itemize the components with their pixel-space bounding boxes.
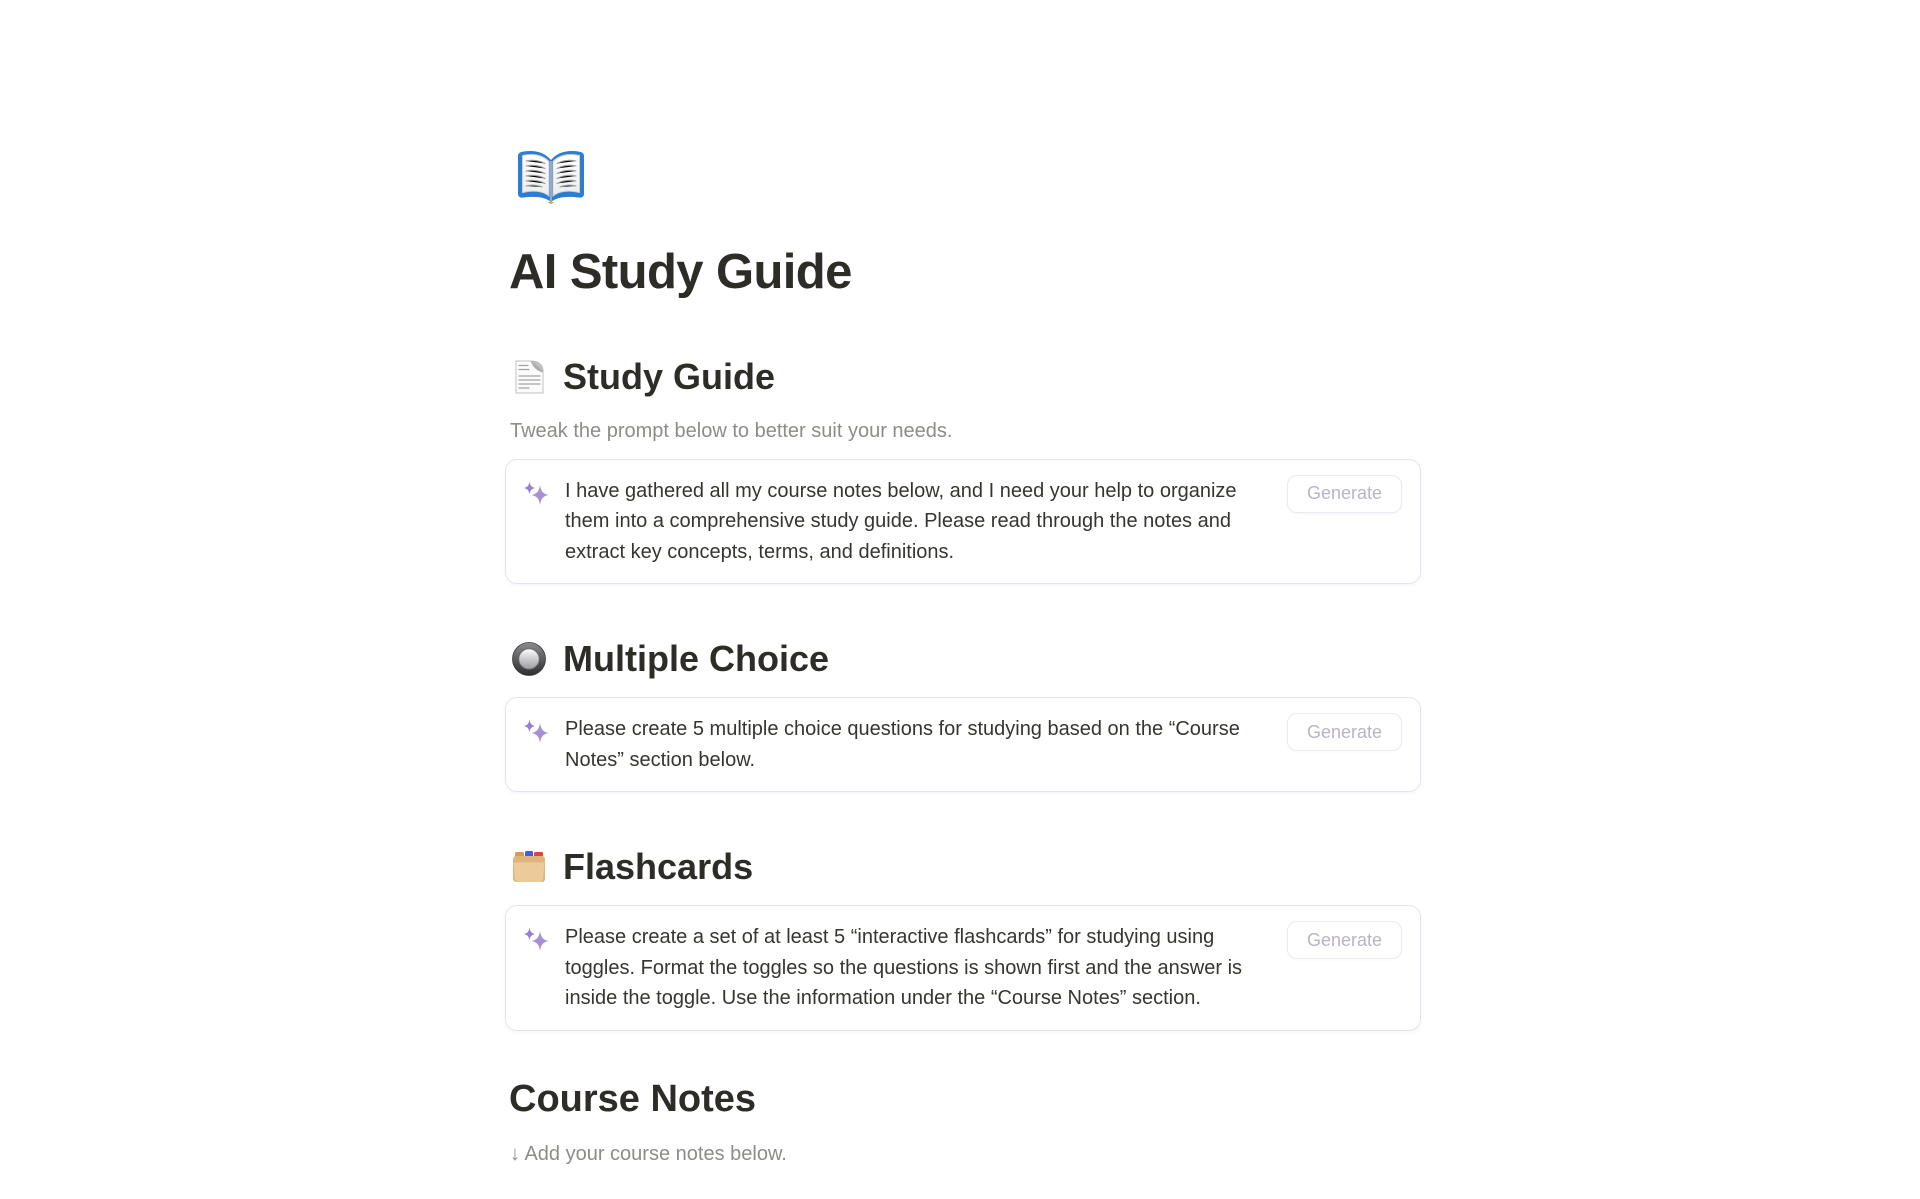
section-heading-course-notes[interactable]: Course Notes	[509, 1077, 757, 1120]
section-heading-flashcards[interactable]	[509, 845, 1421, 889]
section-heading-text: Study Guide	[563, 355, 776, 397]
generate-button-multiple-choice[interactable]: Generate	[1287, 713, 1402, 751]
section-heading-text: Multiple Choice	[563, 638, 830, 680]
section-heading-multiple-choice[interactable]	[509, 637, 1421, 681]
section-heading-text: Flashcards	[563, 846, 754, 888]
ai-prompt-text[interactable]: I have gathered all my course notes below, and I need your help to organize them into a comprehensive study guide. Please read through the notes and extract key concepts, terms, and definitions.	[565, 479, 1237, 563]
ai-sparkles-icon	[522, 926, 550, 954]
open-book-icon	[511, 135, 591, 215]
ai-prompt-text[interactable]: Please create 5 multiple choice questions for studying based on the “Course Notes” section below.	[565, 718, 1240, 771]
page-with-curl-icon	[509, 357, 549, 397]
generate-button-study-guide[interactable]: Generate	[1287, 475, 1402, 513]
ai-sparkles-icon	[522, 718, 550, 746]
ai-prompt-block-study-guide[interactable]	[505, 459, 1421, 585]
ai-sparkles-icon	[522, 480, 550, 508]
section-heading-study-guide[interactable]	[509, 355, 1421, 399]
ai-prompt-block-multiple-choice[interactable]	[505, 697, 1421, 792]
ai-prompt-block-flashcards[interactable]	[505, 905, 1421, 1031]
ai-prompt-text[interactable]: Please create a set of at least 5 “interactive flashcards” for studying using toggles. Format the toggles so the questions is shown first and the answer is inside the toggle. Use the information under the “Course Notes” section.	[565, 926, 1243, 1010]
course-notes-caption[interactable]: ↓ Add your course notes below.	[510, 1142, 787, 1165]
card-index-dividers-icon	[509, 847, 549, 887]
generate-button-flashcards[interactable]: Generate	[1287, 921, 1402, 959]
study-guide-caption[interactable]: Tweak the prompt below to better suit your needs.	[510, 419, 953, 442]
page-icon-open-book[interactable]	[511, 135, 591, 215]
page-title[interactable]: AI Study Guide	[509, 245, 852, 299]
notion-page	[505, 0, 1421, 1166]
radio-button-icon	[509, 639, 549, 679]
